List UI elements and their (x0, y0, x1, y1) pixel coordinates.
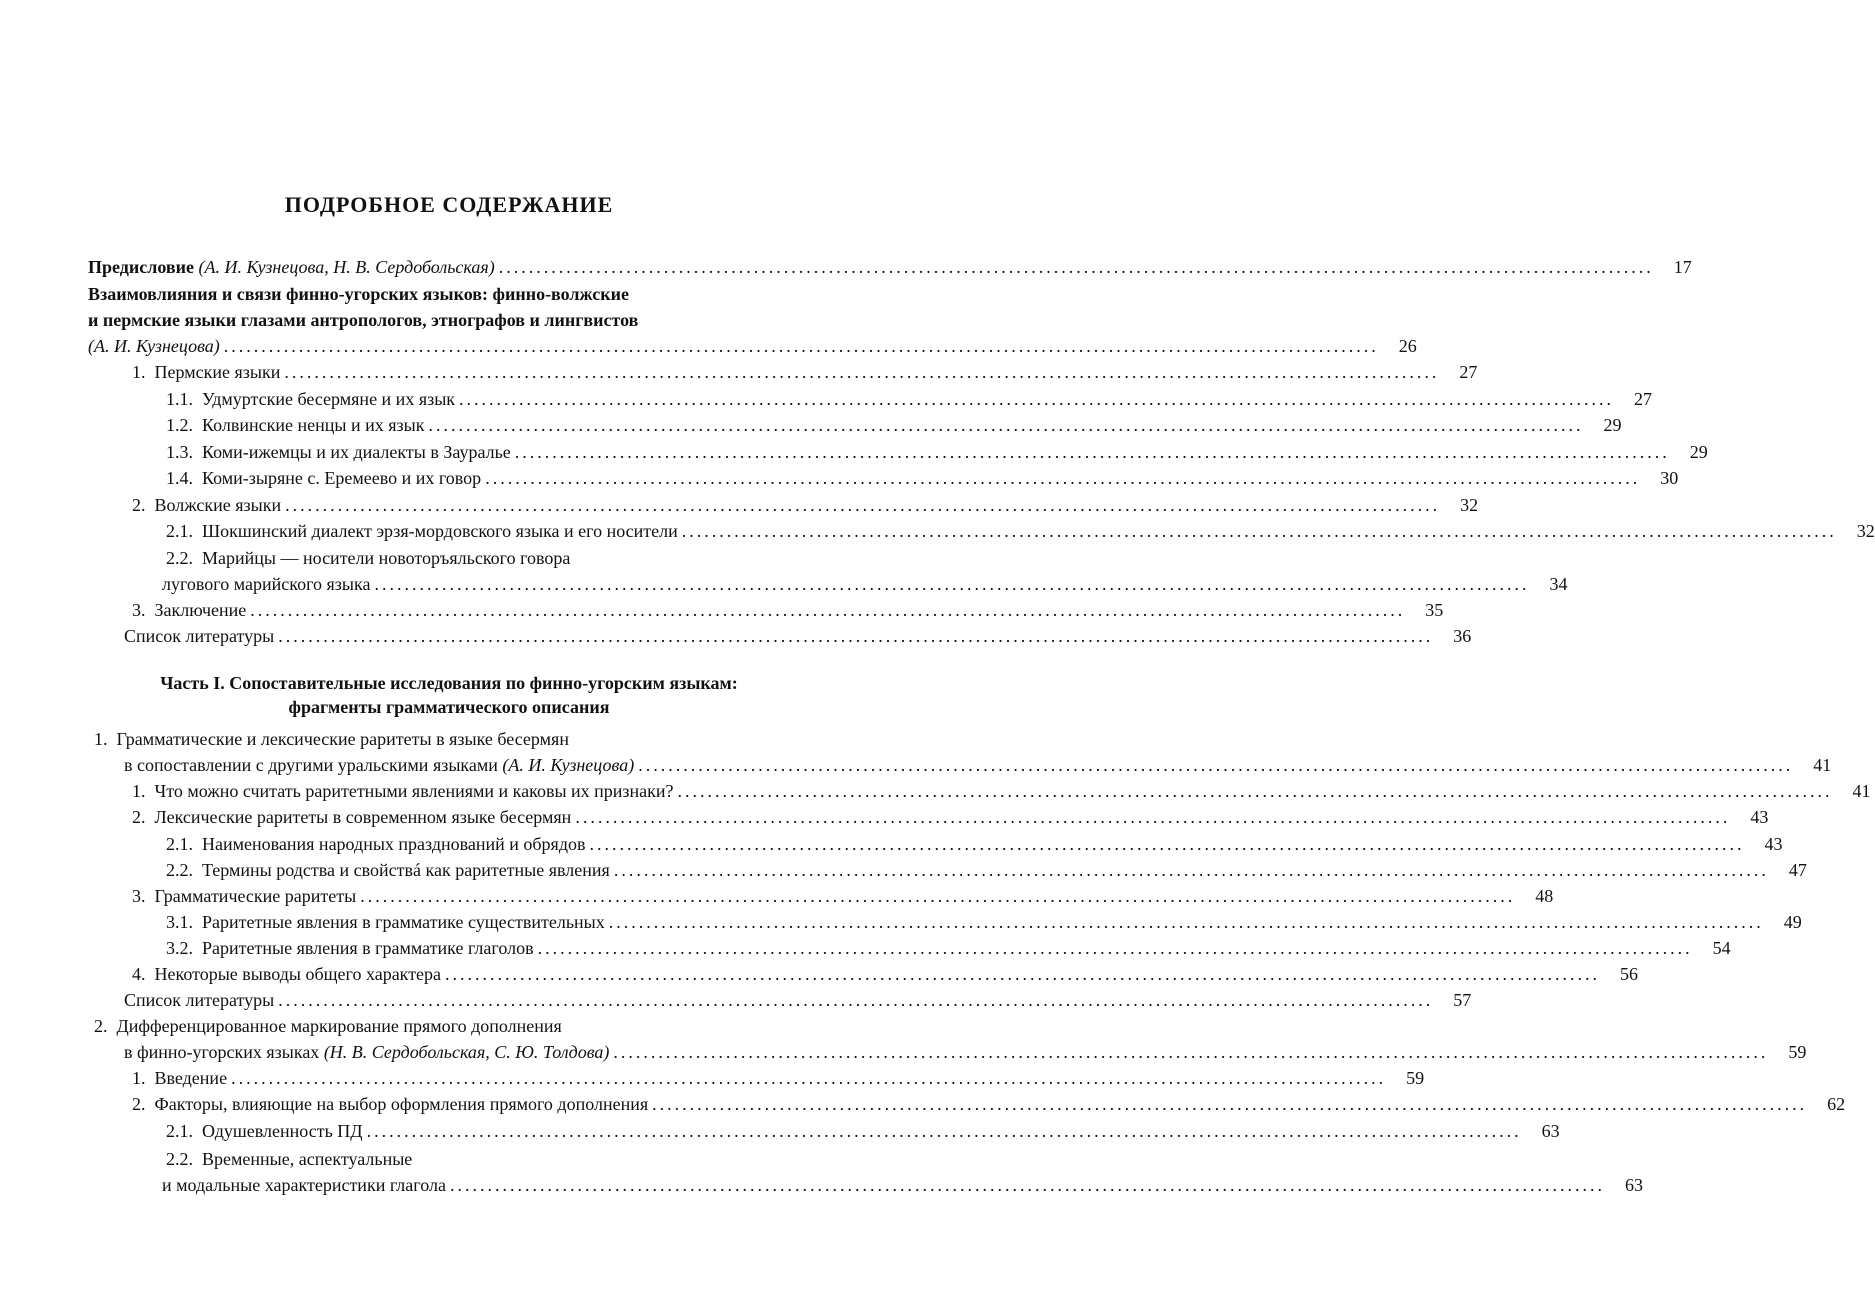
dot-leader: .......................................................................................................................................................... (278, 990, 1434, 1010)
toc-entry-number: 3. (132, 886, 146, 906)
toc-entry-page: 62 (1827, 1094, 1846, 1114)
toc-entry-label: Раритетные явления в грамматике глаголов (202, 938, 534, 958)
toc-entry-page: 59 (1788, 1042, 1807, 1062)
toc-entry-number: 2. (132, 1094, 146, 1114)
dot-leader: .......................................................................................................................................................... (285, 495, 1441, 515)
dot-leader: .......................................................................................................................................................... (445, 964, 1601, 984)
toc-entry-number: 2.2. (166, 1149, 193, 1169)
dot-leader: .......................................................................................................................................................... (498, 257, 1654, 277)
toc-entry-number: 3. (132, 600, 146, 620)
toc-entry-label: Коми-ижемцы и их диалекты в Зауралье (202, 442, 511, 462)
toc-entry-number: 2.1. (166, 834, 193, 854)
toc-entry-number: 1. (132, 362, 146, 382)
toc-entry-page: 56 (1620, 964, 1639, 984)
toc-entry-page: 32 (1856, 521, 1875, 541)
toc-entry-label: Список литературы (124, 990, 275, 1010)
toc-entry-number: 2. (94, 1016, 108, 1036)
toc-entry-authors: (А. И. Кузнецова) (502, 755, 635, 775)
toc-entry (132, 1091, 1846, 1117)
toc-entry-first-line (166, 1146, 412, 1172)
toc-entry-label: Некоторые выводы общего характера (154, 964, 442, 984)
toc-entry-number: 1.3. (166, 442, 193, 462)
toc-entry-number: 4. (132, 964, 146, 984)
toc-entry-number: 2.2. (166, 548, 193, 568)
toc-entry-number: 2.1. (166, 521, 193, 541)
dot-leader: .......................................................................................................................................................... (589, 834, 1745, 854)
toc-chapter-title-line (94, 726, 569, 752)
toc-entry (132, 883, 1554, 909)
toc-entry-page: 27 (1459, 362, 1478, 382)
toc-entry-label: Марийцы — носители новоторъяльского говора (202, 548, 571, 568)
toc-entry-page: 32 (1460, 495, 1479, 515)
toc-entry-page: 41 (1852, 781, 1871, 801)
toc-entry (166, 831, 1783, 857)
dot-leader: .......................................................................................................................................................... (428, 415, 1584, 435)
toc-entry (132, 961, 1639, 987)
toc-entry-number: 2.2. (166, 860, 193, 880)
toc-entry-page: 57 (1453, 990, 1472, 1010)
toc-entry-page: 63 (1541, 1121, 1560, 1141)
toc-entry-label: Шокшинский диалект эрзя-мордовского языка и его носители (202, 521, 678, 541)
toc-entry (166, 1118, 1560, 1144)
toc-entry-label: Грамматические раритеты (154, 886, 357, 906)
dot-leader: .......................................................................................................................................................... (278, 626, 1434, 646)
toc-entry-label: Заключение (154, 600, 247, 620)
dot-leader: .......................................................................................................................................................... (613, 1042, 1769, 1062)
toc-entry-label: Колвинские ненцы и их язык (202, 415, 425, 435)
toc-entry-page: 49 (1783, 912, 1802, 932)
toc-entry-number: 3.2. (166, 938, 193, 958)
toc-entry-number: 1.1. (166, 389, 193, 409)
dot-leader: .......................................................................................................................................................... (485, 468, 1641, 488)
toc-chapter-title-line: Взаимовлияния и связи финно-угорских языков: финно-волжские (88, 284, 629, 304)
dot-leader: .......................................................................................................................................................... (284, 362, 1440, 382)
toc-entry (132, 804, 1769, 830)
toc-entry (162, 571, 1568, 597)
toc-entry (132, 778, 1871, 804)
toc-entry-label: Список литературы (124, 626, 275, 646)
toc-entry-first-line (166, 545, 570, 571)
dot-leader: .......................................................................................................................................................... (366, 1121, 1522, 1141)
toc-entry-page: 48 (1535, 886, 1554, 906)
toc-entry-label: Грамматические и лексические раритеты в языке бесермян (116, 729, 569, 749)
toc-entry-page: 43 (1750, 807, 1769, 827)
toc-entry-page: 36 (1453, 626, 1472, 646)
toc-entry (132, 597, 1444, 623)
toc-entry-chapter (124, 1039, 1807, 1065)
toc-entry (132, 1065, 1425, 1091)
dot-leader: .......................................................................................................................................................... (613, 860, 1769, 880)
toc-entry-number: 1. (132, 781, 146, 801)
toc-entry-number: 2. (132, 495, 146, 515)
toc-entry-label: Дифференцированное маркирование прямого дополнения (116, 1016, 562, 1036)
toc-entry-label: Предисловие (88, 257, 194, 277)
toc-entry-authors: (Н. В. Сердобольская, С. Ю. Толдова) (323, 1042, 610, 1062)
toc-entry (166, 439, 1708, 465)
dot-leader: .......................................................................................................................................................... (537, 938, 1693, 958)
dot-leader: .......................................................................................................................................................... (459, 389, 1615, 409)
toc-entry (132, 492, 1479, 518)
toc-entry-number: 1.4. (166, 468, 193, 488)
toc-entry-page: 29 (1603, 415, 1622, 435)
toc-entry-number: 3.1. (166, 912, 193, 932)
toc-entry-authors: (А. И. Кузнецова) (88, 336, 220, 356)
toc-entry-page: 41 (1813, 755, 1832, 775)
toc-chapter-title-line (94, 1013, 562, 1039)
toc-entry-label: Волжские языки (154, 495, 282, 515)
dot-leader: .......................................................................................................................................................... (638, 755, 1794, 775)
toc-entry-label: Пермские языки (154, 362, 281, 382)
toc-entry (166, 909, 1802, 935)
toc-entry-label: Коми-зыряне с. Еремеево и их говор (202, 468, 482, 488)
toc-entry (124, 623, 1472, 649)
toc-entry-label: и модальные характеристики глагола (162, 1175, 446, 1195)
dot-leader: .......................................................................................................................................................... (374, 574, 1530, 594)
toc-entry-page: 59 (1406, 1068, 1425, 1088)
page-title: ПОДРОБНОЕ СОДЕРЖАНИЕ (284, 192, 614, 217)
toc-entry-label: Что можно считать раритетными явлениями и каковы их признаки? (154, 781, 674, 801)
toc-entry-label: Раритетные явления в грамматике существительных (202, 912, 605, 932)
toc-entry-label: Введение (154, 1068, 228, 1088)
part-heading-line: фрагменты грамматического описания (288, 697, 610, 717)
toc-entry (162, 1172, 1643, 1198)
dot-leader: .......................................................................................................................................................... (449, 1175, 1605, 1195)
toc-entry-authors: (А. И. Кузнецова, Н. В. Сердобольская) (198, 257, 495, 277)
toc-entry-number: 1.2. (166, 415, 193, 435)
toc-entry (166, 465, 1679, 491)
dot-leader: .......................................................................................................................................................... (575, 807, 1731, 827)
toc-entry-number: 1. (94, 729, 108, 749)
toc-entry-chapter (124, 752, 1832, 778)
toc-entry-page: 54 (1712, 938, 1731, 958)
toc-entry-page: 27 (1634, 389, 1653, 409)
toc-entry-label: лугового марийского языка (162, 574, 371, 594)
toc-entry-page: 35 (1425, 600, 1444, 620)
toc-entry-label: Удмуртские бесермяне и их язык (202, 389, 456, 409)
toc-entry-page: 26 (1398, 336, 1417, 356)
toc-chapter-title-line: и пермские языки глазами антропологов, этнографов и лингвистов (88, 310, 639, 330)
toc-entry (124, 987, 1472, 1013)
toc-entry-label: Термины родства и свойствá как раритетные явления (202, 860, 610, 880)
toc-entry-label: Факторы, влияющие на выбор оформления прямого дополнения (154, 1094, 649, 1114)
toc-entry-label: Временные, аспектуальные (202, 1149, 413, 1169)
dot-leader: .......................................................................................................................................................... (514, 442, 1670, 462)
toc-entry (166, 857, 1807, 883)
toc-entry-page: 43 (1764, 834, 1783, 854)
toc-entry-preface (88, 254, 1692, 280)
toc-entry-label: Лексические раритеты в современном языке бесермян (154, 807, 572, 827)
toc-entry-page: 29 (1689, 442, 1708, 462)
part-heading-line: Часть I. Сопоставительные исследования по финно-угорским языкам: (160, 673, 738, 693)
dot-leader: .......................................................................................................................................................... (250, 600, 1406, 620)
toc-entry-label: в сопоставлении с другими уральскими языками (124, 755, 498, 775)
toc-entry-page: 47 (1788, 860, 1807, 880)
dot-leader: .......................................................................................................................................................... (677, 781, 1833, 801)
toc-entry-page: 34 (1549, 574, 1568, 594)
toc-entry-number: 2. (132, 807, 146, 827)
dot-leader: .......................................................................................................................................................... (608, 912, 1764, 932)
toc-entry-label: Одушевленность ПД (202, 1121, 363, 1141)
toc-entry-label: в финно-угорских языках (124, 1042, 320, 1062)
toc-entry-number: 1. (132, 1068, 146, 1088)
toc-entry (132, 359, 1478, 385)
toc-entry-intro (88, 333, 1417, 359)
dot-leader: .......................................................................................................................................................... (652, 1094, 1808, 1114)
dot-leader: .......................................................................................................................................................... (223, 336, 1379, 356)
dot-leader: .......................................................................................................................................................... (231, 1068, 1387, 1088)
toc-entry (166, 518, 1875, 544)
toc-entry (166, 412, 1622, 438)
toc-entry (166, 935, 1731, 961)
toc-entry-number: 2.1. (166, 1121, 193, 1141)
toc-entry-page: 30 (1660, 468, 1679, 488)
dot-leader: .......................................................................................................................................................... (360, 886, 1516, 906)
toc-entry-page: 17 (1673, 257, 1692, 277)
toc-entry (166, 386, 1653, 412)
toc-entry-label: Наименования народных празднований и обрядов (202, 834, 586, 854)
toc-entry-page: 63 (1624, 1175, 1643, 1195)
dot-leader: .......................................................................................................................................................... (681, 521, 1837, 541)
